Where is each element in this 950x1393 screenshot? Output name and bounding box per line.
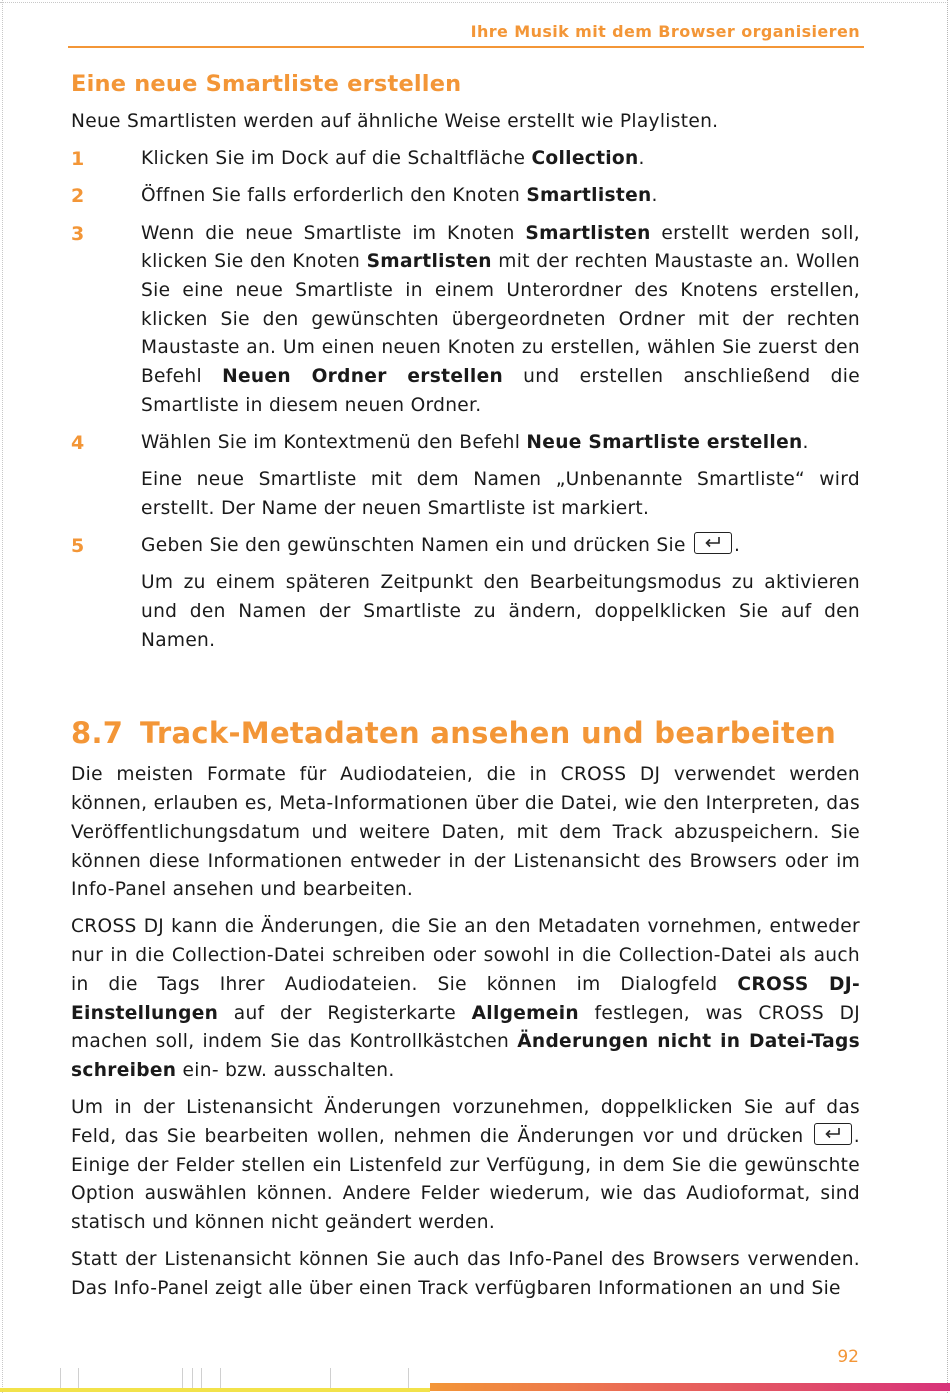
subsection-title: Eine neue Smartliste erstellen bbox=[71, 71, 462, 97]
section-heading bbox=[71, 713, 860, 753]
enter-key-icon bbox=[814, 1123, 852, 1145]
step-4 bbox=[71, 429, 860, 524]
paragraph-3: Um in der Listenansicht Änderungen vorzunehmen, doppelklicken Sie auf das Feld, das Sie bearbeiten wollen, nehmen die Änderungen vor und drücken . Einige der Felder stellen ein Listenfeld zur Verfügung, in dem Sie die gewünschte Option auswählen können. Andere Felder wiederum, wie das Audioformat, sind statisch und können nicht geändert werden. bbox=[71, 1097, 860, 1233]
step-text: Geben Sie den gewünschten Namen ein und drücken Sie . bbox=[141, 532, 860, 561]
bottom-gradient-bar bbox=[430, 1383, 950, 1391]
step-5 bbox=[71, 532, 860, 655]
step-number: 2 bbox=[71, 185, 85, 208]
header-rule bbox=[68, 46, 864, 48]
page-number: 92 bbox=[837, 1347, 859, 1367]
step-text: Öffnen Sie falls erforderlich den Knoten Smartlisten. bbox=[141, 185, 658, 207]
step-1 bbox=[71, 145, 860, 174]
step-number: 5 bbox=[71, 535, 85, 558]
paragraph-2: CROSS DJ kann die Änderungen, die Sie an den Metadaten vornehmen, entweder nur in die Collection-Datei schreiben oder sowohl in die Collection-Datei als auch in die Tags Ihrer Audiodateien. Sie können im Dialogfeld CROSS DJ-Einstellungen auf der Registerkarte Allgemein festlegen, was CROSS DJ machen soll, indem Sie das Kontrollkästchen Änderungen nicht in Datei-Tags schreiben ein- bzw. ausschalten. bbox=[71, 916, 861, 1081]
running-header: Ihre Musik mit dem Browser organisieren bbox=[470, 22, 860, 41]
page-frame-left bbox=[2, 0, 3, 1393]
step-note: Um zu einem späteren Zeitpunkt den Bearbeitungsmodus zu aktivieren und den Namen der Smartliste zu ändern, doppelklicken Sie auf den Namen. bbox=[141, 572, 860, 651]
step-text: Wenn die neue Smartliste im Knoten Smartlisten erstellt werden soll, klicken Sie den Knoten Smartlisten mit der rechten Maustaste an. Wollen Sie eine neue Smartliste in einem Unterordner des Knotens erstellen, klicken Sie den gewünschten übergeordneten Ordner mit der rechten Maustaste an. Um einen neuen Knoten zu erstellen, wählen Sie zuerst den Befehl Neuen Ordner erstellen und erstellen anschließend die Smartliste in diesem neuen Ordner. bbox=[141, 222, 861, 416]
enter-key-icon bbox=[694, 532, 732, 554]
bottom-yellow-strip bbox=[0, 1388, 430, 1392]
page-content bbox=[71, 67, 860, 1312]
step-text: Wählen Sie im Kontextmenü den Befehl Neue Smartliste erstellen. bbox=[141, 432, 809, 454]
step-number: 4 bbox=[71, 432, 85, 455]
page-frame-right bbox=[947, 0, 948, 1393]
page-frame-top bbox=[0, 2, 948, 3]
step-list bbox=[71, 145, 860, 655]
step-note: Eine neue Smartliste mit dem Namen „Unbenannte Smartliste“ wird erstellt. Der Name der neuen Smartliste ist markiert. bbox=[141, 469, 860, 519]
step-number: 1 bbox=[71, 148, 85, 171]
step-text: Klicken Sie im Dock auf die Schaltfläche Collection. bbox=[141, 148, 645, 170]
paragraph-4: Statt der Listenansicht können Sie auch das Info-Panel des Browsers verwenden. Das Info-Panel zeigt alle über einen Track verfügbaren Informationen an und Sie bbox=[71, 1249, 860, 1299]
bottom-tick-marks bbox=[60, 1368, 440, 1388]
paragraph-1: Die meisten Formate für Audiodateien, die in CROSS DJ verwendet werden können, erlauben es, Meta-Informationen über die Datei, wie den Interpreten, das Veröffentlichungsdatum und weitere Daten, mit dem Track abzuspeichern. Sie können diese Informationen entweder in der Listenansicht des Browsers oder im Info-Panel ansehen und bearbeiten. bbox=[71, 764, 860, 901]
section-title: Track-Metadaten ansehen und bearbeiten bbox=[140, 716, 837, 751]
section-number: 8.7 bbox=[71, 716, 124, 751]
step-2 bbox=[71, 182, 860, 211]
step-number: 3 bbox=[71, 222, 85, 245]
subsection-intro: Neue Smartlisten werden auf ähnliche Weise erstellt wie Playlisten. bbox=[71, 111, 719, 132]
step-3 bbox=[71, 220, 860, 421]
